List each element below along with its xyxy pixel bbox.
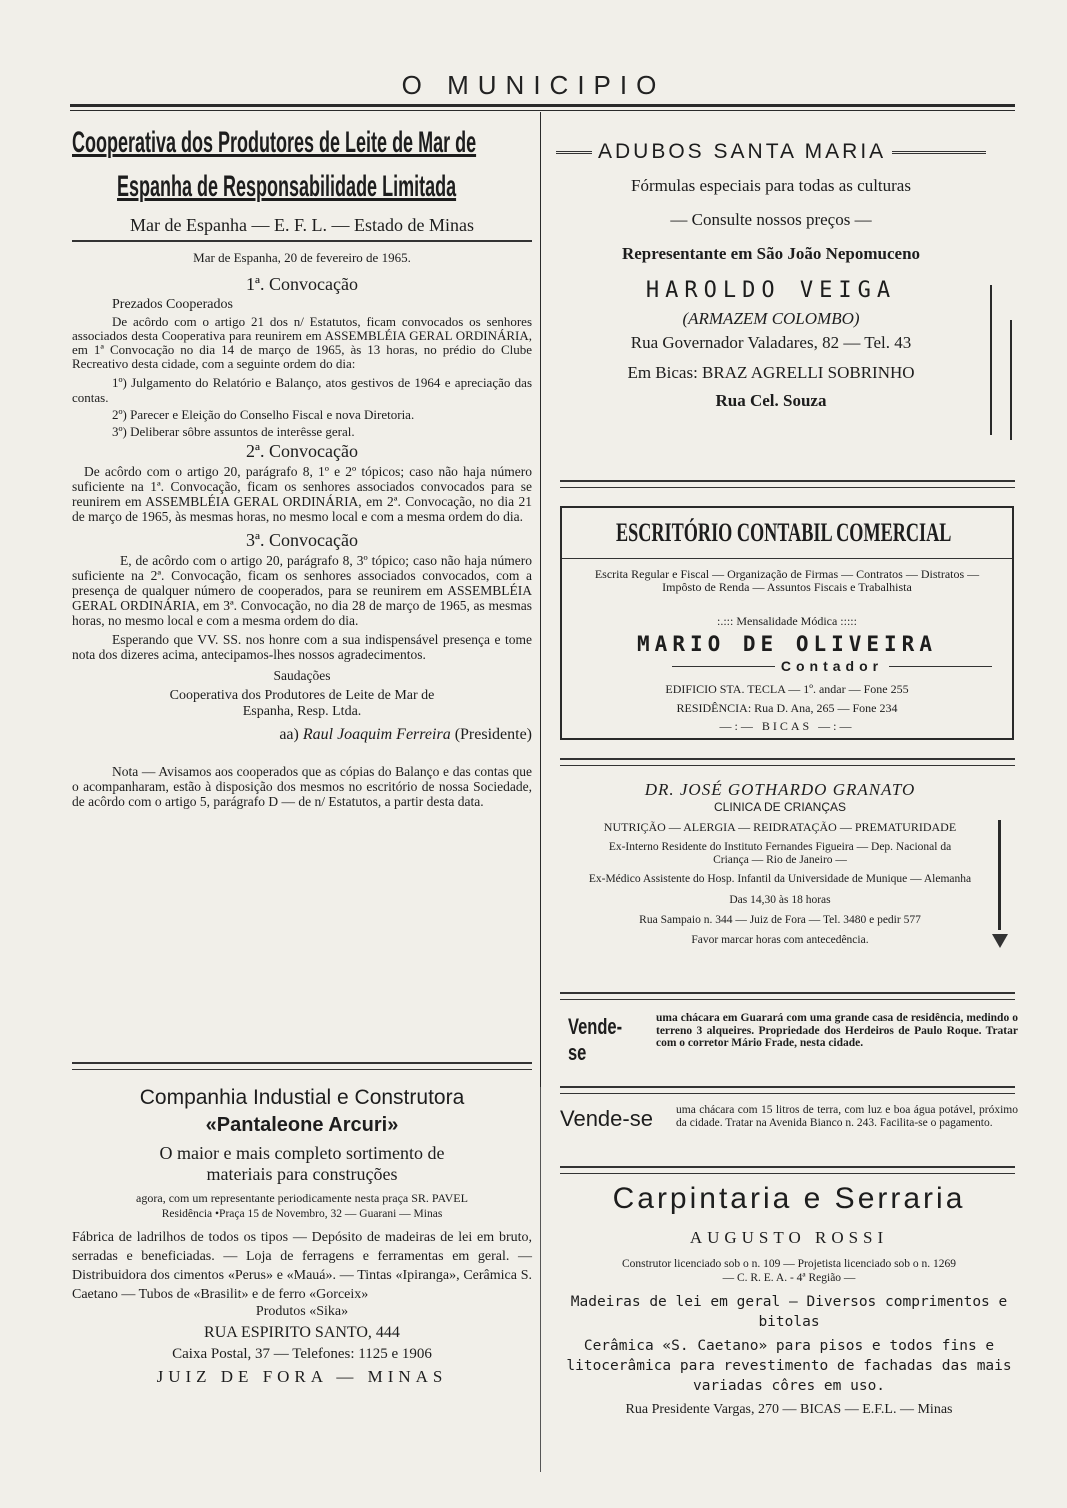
escritorio-role-row	[672, 658, 992, 674]
doctor-name: DR. JOSÉ GOTHARDO GRANATO	[644, 780, 916, 799]
adubos-line2: — Consulte nossos preços —	[670, 210, 872, 229]
right-separator-1	[560, 480, 1015, 488]
adubos-representative: HAROLDO VEIGA	[645, 278, 897, 303]
column-divider	[540, 112, 541, 1087]
doctor-note: Favor marcar horas com antecedência.	[691, 934, 869, 946]
conv3-text: E, de acôrdo com o artigo 20, parágrafo 8, 3º tópico; caso não haja número suficiente na 2ª. Convocação, ficam os senhores associados convocados, com a presença de qualquer número de cooperados, para se reunirem em ASSEMBLÉIA GERAL ORDINÁRIA, em 3ª. Convocação, no dia 28 de março de 1965, as mesmas horas, no mesmo local e com a mesma ordem do dia.	[72, 553, 532, 628]
escritorio-title: ESCRITÓRIO CONTABIL COMERCIAL	[616, 518, 952, 547]
pantaleone-line2: «Pantaleone Arcuri»	[205, 1114, 399, 1136]
right-separator-3	[560, 992, 1015, 1000]
carp-line1: Madeiras de lei em geral — Diversos comprimentos e bitolas	[570, 1294, 1008, 1330]
masthead: O MUNICIPIO	[401, 70, 666, 100]
coop-subtitle: Mar de Espanha — E. F. L. — Estado de Minas	[72, 215, 532, 242]
pantaleone-rep: agora, com um representante periodicamente nesta praça SR. PAVEL	[136, 1191, 468, 1205]
coop-title-line2: Espanha de Responsabilidade Limitada	[117, 170, 457, 203]
coop-closing: Esperando que VV. SS. nos honre com a sua indispensável presença e tome nota dos dizeres acima, antecipamos-lhes nossos agradecimentos.	[72, 632, 532, 662]
signer-role: (Presidente)	[454, 726, 532, 743]
escritorio-mensalidade: :.::: Mensalidade Módica :::::	[717, 614, 857, 628]
conv1-title: 1ª. Convocação	[246, 274, 358, 294]
agenda-item-3: 3º) Deliberar sôbre assuntos de interêsse geral.	[112, 424, 355, 439]
right-separator-4	[560, 1086, 1015, 1094]
doctor-side-arrow-icon	[992, 934, 1008, 948]
doctor-side-bar	[998, 820, 1001, 930]
adubos-line3: Representante em São João Nepomuceno	[621, 244, 921, 263]
sign-org-1: Cooperativa dos Produtores de Leite de Mar de	[169, 688, 435, 703]
pantaleone-res: Residência •Praça 15 de Novembro, 32 — Guarani — Minas	[161, 1208, 443, 1220]
vende2-label: Vende-se	[560, 1106, 653, 1131]
conv2-text: De acôrdo com o artigo 20, parágrafo 8, 1º e 2º tópicos; caso não haja número suficiente na 1ª. Convocação, ficam os senhores associados convocados para se reunirem em ASSEMBLÉIA GERAL ORDINÁRIA, em 2ª. Convocação, no dia 21 de março de 1965, às mesmas horas, no mesmo local e com a mesma ordem do dia.	[72, 464, 532, 524]
agenda-item-2: 2º) Parecer e Eleição do Conselho Fiscal e nova Diretoria.	[112, 407, 415, 422]
escritorio-title-rule	[562, 558, 1012, 559]
conv3-title: 3ª. Convocação	[246, 530, 358, 550]
vende-se-2	[560, 1104, 1018, 1132]
role-rule-right	[889, 666, 992, 667]
adubos-line8: Rua Cel. Souza	[715, 391, 827, 410]
right-separator-5	[560, 1166, 1015, 1174]
coop-greeting: Prezados Cooperados	[112, 297, 233, 312]
adubos-title: ADUBOS SANTA MARIA	[598, 140, 887, 163]
doctor-cv1: Ex-Interno Residente do Instituto Fernandes Figueira — Dep. Nacional da Criança — Rio de Janeiro —	[608, 841, 952, 866]
escritorio-role: Contador	[780, 658, 884, 674]
carp-title: Carpintaria e Serraria	[612, 1182, 966, 1215]
carp-license: Construtor licenciado sob o n. 109 — Projetista licenciado sob o n. 1269	[621, 1258, 957, 1270]
pantaleone-ad	[72, 1086, 532, 1387]
adubos-line5: (ARMAZEM COLOMBO)	[682, 309, 860, 328]
escritorio-city: —:— BICAS —:—	[719, 719, 855, 733]
sign-org-2: Espanha, Resp. Ltda.	[242, 704, 362, 719]
adubos-title-rule-left	[556, 151, 592, 154]
pantaleone-line3: O maior e mais completo sortimento de	[159, 1143, 445, 1163]
pantaleone-address: RUA ESPIRITO SANTO, 444	[204, 1324, 400, 1341]
coop-note: Nota — Avisamos aos cooperados que as cópias do Balanço e das contas que o acompanharam, estão à disposição dos mesmos no escritório de nossa Sociedade, de acôrdo com o artigo 5, parágrafo D — de n/ Estatutos, a partir desta data.	[72, 764, 532, 809]
escritorio-addr1: EDIFICIO STA. TECLA — 1º. andar — Fone 255	[665, 682, 909, 696]
escritorio-services: Escrita Regular e Fiscal — Organização de Firmas — Contratos — Distratos — Impôsto de Renda — Assuntos Fiscais e Trabalhista	[594, 567, 980, 594]
carp-line2: Cerâmica «S. Caetano» para pisos e todos fins e litocerâmica para revestimento de fachadas das mais variadas côres em uso.	[566, 1338, 1012, 1394]
role-rule-left	[672, 666, 775, 667]
carp-address: Rua Presidente Vargas, 270 — BICAS — E.F.L. — Minas	[625, 1402, 953, 1417]
pantaleone-city: JUIZ DE FORA — MINAS	[156, 1367, 448, 1386]
escritorio-name: MARIO DE OLIVEIRA	[637, 632, 937, 656]
pantaleone-produtos: Produtos «Sika»	[255, 1304, 349, 1319]
pantaleone-line4: materiais para construções	[206, 1164, 398, 1184]
vende-se-1	[560, 1012, 1018, 1066]
left-separator	[72, 1062, 532, 1070]
adubos-line7: Em Bicas: BRAZ AGRELLI SOBRINHO	[627, 363, 915, 382]
signer-line	[72, 726, 532, 744]
escritorio-addr2: RESIDÊNCIA: Rua D. Ana, 265 — Fone 234	[676, 701, 898, 715]
vende2-text: uma chácara com 15 litros de terra, com luz e boa água potável, próximo da cidade. Tratar na Avenida Bianco n. 243. Facilita-se o pagamento.	[676, 1104, 1018, 1129]
agenda-item-1: 1º) Julgamento do Relatório e Balanço, atos gestivos de 1964 e apreciação das contas.	[72, 375, 532, 405]
doctor-ad	[560, 780, 1000, 946]
doctor-specialty: CLINICA DE CRIANÇAS	[713, 800, 847, 814]
masthead-rule-thin	[70, 110, 1015, 111]
doctor-hours: Das 14,30 às 18 horas	[729, 894, 831, 906]
pantaleone-caixa: Caixa Postal, 37 — Telefones: 1125 e 1906	[172, 1346, 432, 1362]
carpintaria-ad	[560, 1182, 1018, 1418]
masthead-rule	[70, 104, 1015, 107]
vende1-label: Vende-se	[568, 1014, 623, 1065]
doctor-cv2: Ex-Médico Assistente do Hosp. Infantil da Universidade de Munique — Alemanha	[588, 873, 972, 885]
adubos-line6: Rua Governador Valadares, 82 — Tel. 43	[630, 333, 912, 352]
adubos-ad	[556, 140, 986, 411]
column-divider-lower	[540, 1087, 541, 1472]
doctor-address: Rua Sampaio n. 344 — Juiz de Fora — Tel. 3480 e pedir 577	[639, 914, 921, 926]
coop-title-line1: Cooperativa dos Produtores de Leite de Mar de	[72, 126, 477, 159]
adubos-line1: Fórmulas especiais para todas as culturas	[631, 176, 911, 195]
adubos-title-rule-right	[892, 151, 986, 154]
signer-name: Raul Joaquim Ferreira	[302, 726, 451, 743]
saudacoes: Saudações	[273, 668, 331, 683]
coop-date: Mar de Espanha, 20 de fevereiro de 1965.	[193, 250, 411, 265]
adubos-title-row	[556, 140, 986, 164]
conv2-title: 2ª. Convocação	[246, 441, 358, 461]
carp-name: AUGUSTO ROSSI	[689, 1228, 889, 1247]
pantaleone-body: Fábrica de ladrilhos de todos os tipos — Depósito de madeiras de lei em bruto, serradas e beneficiadas. — Loja de ferragens e ferramentas em geral. — Distribuidora dos cimentos «Perus» e «Mauá». — Tintas «Ipiranga», Cerâmica S. Caetano — Tubos de «Brasilit» e de ferro «Gorceix»	[72, 1230, 532, 1302]
coop-notice	[72, 125, 532, 809]
pantaleone-line1: Companhia Industial e Construtora	[139, 1086, 465, 1109]
carp-crea: — C. R. E. A. - 4ª Região —	[722, 1272, 856, 1284]
adubos-side-bar	[990, 285, 992, 435]
conv1-text: De acôrdo com o artigo 21 dos n/ Estatutos, ficam convocados os senhores associados desta Cooperativa para reunirem em ASSEMBLÉIA GERAL ORDINÁRIA, em 1ª Convocação no dia 14 de março de 1965, às 13 horas, no prédio do Clube Recreativo desta cidade, com a seguinte ordem do dia:	[72, 314, 532, 371]
adubos-side-bar-2	[1010, 320, 1012, 440]
signer-prefix: aa)	[279, 726, 299, 743]
vende1-text: uma chácara em Guarará com uma grande casa de residência, medindo o terreno 3 alqueires. Propriedade dos Herdeiros de Paulo Roque. Tratar com o corretor Mário Frade, nesta cidade.	[656, 1012, 1018, 1049]
right-separator-2	[560, 758, 1015, 766]
escritorio-ad	[560, 506, 1014, 740]
doctor-areas: NUTRIÇÃO — ALERGIA — REIDRATAÇÃO — PREMATURIDADE	[603, 820, 957, 834]
